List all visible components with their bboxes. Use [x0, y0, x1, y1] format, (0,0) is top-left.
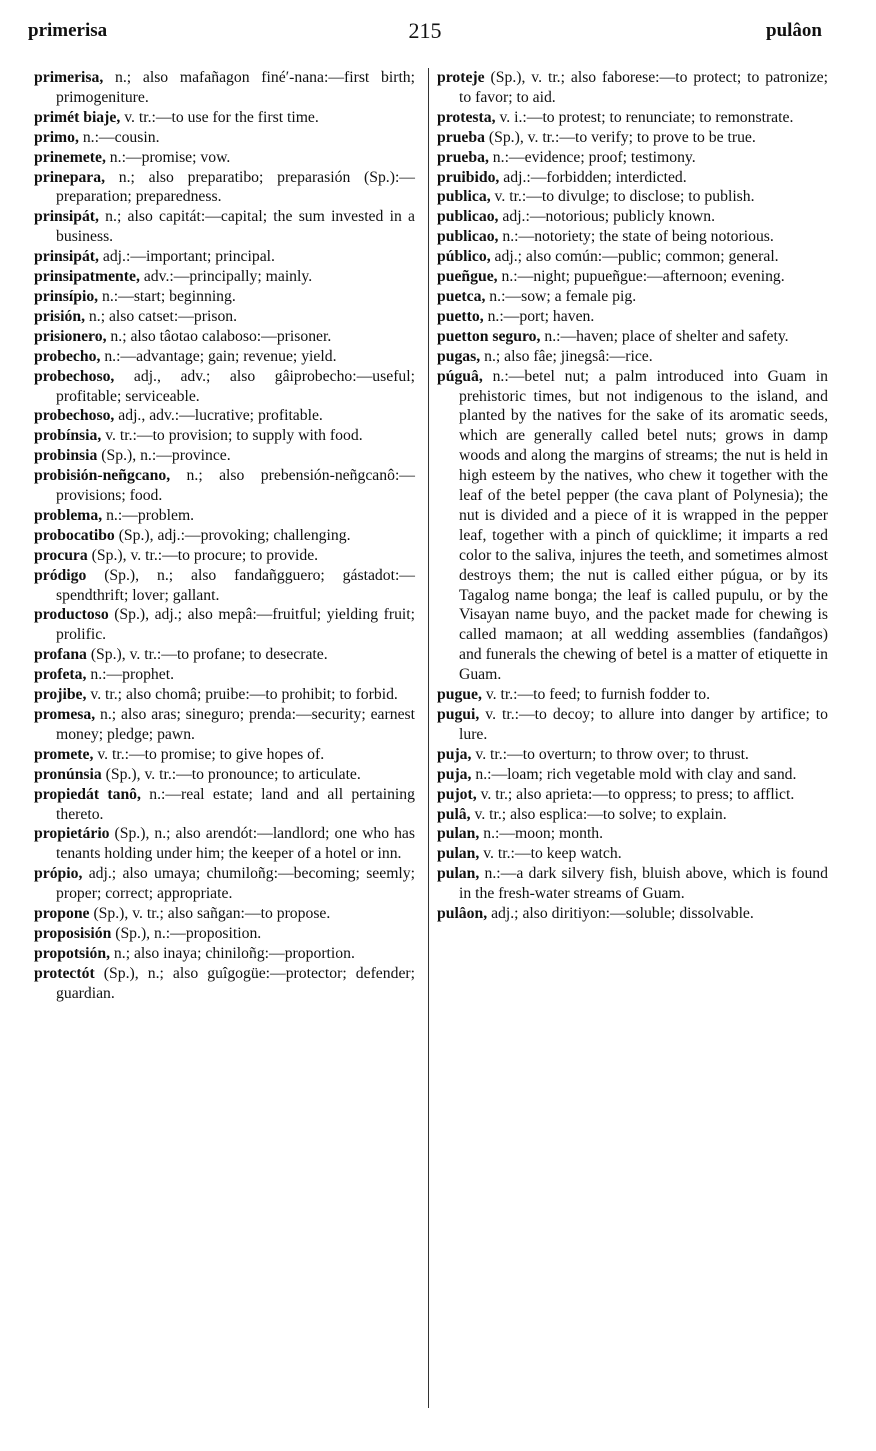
entry-definition: n.; also prebensión-neñgcanô:—provisions; food. [56, 467, 415, 505]
entry-headword: procura [34, 546, 88, 564]
entry-headword: publicao, [437, 208, 499, 226]
entry-definition: n.; also mafañagon finé′-nana:—first birth; primogeniture. [56, 69, 415, 106]
entry-headword: promete, [34, 745, 94, 763]
dictionary-entry [34, 406, 415, 426]
entry-headword: pulan, [437, 865, 480, 883]
right-guide-word: pulâon [766, 20, 822, 41]
entry-definition: n.:—promise; vow. [105, 148, 231, 166]
entry-headword: proteje [437, 69, 485, 86]
dictionary-entry [34, 168, 415, 208]
entry-headword: puetto, [437, 307, 484, 325]
entry-definition: n.; also tâotao calaboso:—prisoner. [106, 327, 332, 345]
entry-definition: n.:—advantage; gain; revenue; yield. [100, 347, 337, 365]
entry-headword: primét biaje, [34, 108, 121, 126]
entry-definition: v. tr.:—to feed; to furnish fodder to. [481, 686, 711, 704]
entry-definition: (Sp.), adj.:—provoking; challenging. [114, 526, 351, 544]
entry-definition: adj.; also diritiyon:—soluble; dissolvable. [487, 905, 754, 923]
entry-headword: probinsia [34, 447, 98, 465]
dictionary-entry [34, 466, 415, 506]
dictionary-entry [437, 904, 828, 924]
entry-headword: puetca, [437, 287, 486, 305]
entry-headword: prinsipatmente, [34, 268, 140, 286]
dictionary-entry [34, 785, 415, 825]
entry-headword: propiedát tanô, [34, 785, 141, 803]
dictionary-entry [437, 327, 828, 347]
entry-definition: (Sp.), v. tr.:—to pronounce; to articulate. [101, 765, 361, 783]
entry-definition: (Sp.), v. tr.; also sañgan:—to propose. [89, 905, 331, 923]
dictionary-entry [34, 566, 415, 606]
entry-definition: adj.:—notorious; publicly known. [498, 208, 716, 226]
entry-headword: pujot, [437, 785, 477, 803]
entry-definition: v. tr.:—to keep watch. [479, 845, 622, 863]
right-column [437, 68, 828, 924]
entry-definition: (Sp.), v. tr.:—to profane; to desecrate. [86, 646, 328, 664]
entry-headword: productoso [34, 606, 109, 624]
entry-definition: n.:—sow; a female pig. [485, 287, 637, 305]
dictionary-entry [437, 685, 828, 705]
entry-definition: (Sp.), n.; also guîgogüe:—protector; defender; guardian. [56, 964, 415, 1002]
dictionary-entry [437, 824, 828, 844]
page-number: 215 [408, 18, 442, 43]
dictionary-entry [34, 207, 415, 247]
entry-headword: prinemete, [34, 148, 106, 166]
dictionary-entry [437, 864, 828, 904]
entry-definition: v. i.:—to protest; to renunciate; to remonstrate. [495, 108, 794, 126]
entry-definition: n.; also aras; sineguro; prenda:—security; earnest money; pledge; pawn. [56, 706, 415, 743]
entry-headword: protesta, [437, 108, 496, 126]
entry-headword: pródigo [34, 566, 87, 584]
entry-headword: publica, [437, 188, 491, 206]
entry-headword: público, [437, 248, 491, 266]
entry-headword: probechoso, [34, 407, 115, 425]
dictionary-entry [34, 287, 415, 307]
entry-definition: n.; also fâe; jinegsâ:—rice. [480, 347, 653, 365]
entry-definition: adj.:—forbidden; interdicted. [499, 168, 687, 186]
dictionary-entry [34, 765, 415, 785]
entry-definition: n.; also inaya; chiniloñg:—proportion. [110, 944, 355, 962]
entry-headword: probínsia, [34, 427, 102, 445]
entry-definition: v. tr.; also chomâ; pruibe:—to prohibit; to forbid. [86, 686, 398, 704]
entry-definition: adv.:—principally; mainly. [139, 268, 313, 286]
entry-definition: n.:—problem. [102, 506, 195, 524]
entry-definition: n.:—loam; rich vegetable mold with clay and sand. [471, 765, 797, 783]
entry-definition: n.:—prophet. [86, 666, 175, 684]
entry-definition: v. tr.:—to promise; to give hopes of. [93, 745, 325, 763]
entry-headword: primerisa, [34, 69, 104, 86]
entry-definition: n.; also preparatibo; preparasión (Sp.):—preparation; preparedness. [56, 168, 415, 206]
dictionary-entry [437, 844, 828, 864]
dictionary-entry [34, 506, 415, 526]
entry-headword: puja, [437, 745, 472, 763]
entry-definition: v. tr.; also esplica:—to solve; to explain. [470, 805, 727, 823]
dictionary-entry [34, 685, 415, 705]
entry-headword: publicao, [437, 228, 499, 246]
dictionary-entry [437, 347, 828, 367]
entry-headword: prinsipát, [34, 248, 99, 266]
dictionary-entry [437, 227, 828, 247]
entry-definition: n.:—betel nut; a palm introduced into Guam in prehistoric times, but not indigenous to the island, and planted by the natives for the sake of its aromatic seeds, which are generally called betel nuts; grows in damp woods and along the margins of streams; the nut is held in high esteem by the natives, who chew it together with the leaf of the betel pepper (the cava plant of Polynesia); the nut is divided and a piece of it is wrapped in the pepper leaf, together with a pinch of quicklime; it imparts a red color to the saliva, injures the teeth, and sometimes almost destroys them; the nut is called either púgua, or by its Tagalog name bonga; the leaf is called pupulu, or by the Visayan name buyo, and the packet made for chewing is called mamaon; at all wedding assemblies (fandañgos) and funerals the chewing of betel is a matter of etiquette in Guam. [459, 367, 828, 684]
dictionary-entry [34, 247, 415, 267]
entry-headword: primo, [34, 128, 79, 146]
running-header [28, 20, 822, 48]
entry-headword: própio, [34, 865, 83, 883]
entry-definition: (Sp.), n.; also arendót:—landlord; one who has tenants holding under him; the keeper of a hotel or inn. [56, 825, 415, 863]
entry-definition: n.:—start; beginning. [98, 287, 236, 305]
dictionary-entry [34, 526, 415, 546]
entry-headword: profeta, [34, 666, 87, 684]
entry-headword: pugui, [437, 706, 480, 723]
entry-definition: v. tr.:—to decoy; to allure into danger by artifice; to lure. [459, 706, 828, 743]
entry-definition: n.:—haven; place of shelter and safety. [540, 327, 789, 345]
entry-definition: n.; also catset:—prison. [85, 307, 238, 325]
dictionary-entry [34, 924, 415, 944]
entry-definition: (Sp.), adj.; also mepâ:—fruitful; yielding fruit; prolific. [56, 606, 415, 644]
dictionary-entry [34, 605, 415, 645]
entry-definition: n.:—real estate; land and all pertaining thereto. [56, 785, 415, 823]
dictionary-entry [34, 645, 415, 665]
dictionary-entry [437, 108, 828, 128]
entry-definition: n.:—moon; month. [479, 825, 604, 843]
entry-definition: adj.; also umaya; chumiloñg:—becoming; seemly; proper; correct; appropriate. [56, 865, 415, 903]
dictionary-entry [437, 367, 828, 686]
entry-headword: pulâon, [437, 905, 488, 923]
entry-definition: (Sp.), n.:—province. [97, 447, 231, 465]
dictionary-entry [34, 327, 415, 347]
entry-definition: v. tr.:—to provision; to supply with food. [101, 427, 363, 445]
entry-definition: n.:—night; pupueñgue:—afternoon; evening. [497, 268, 785, 286]
dictionary-entry [34, 964, 415, 1004]
entry-headword: profana [34, 646, 87, 664]
dictionary-entry [437, 207, 828, 227]
dictionary-entry [437, 745, 828, 765]
left-guide-word: primerisa [28, 20, 108, 41]
dictionary-entry [34, 128, 415, 148]
entry-headword: prinsípio, [34, 287, 99, 305]
entry-headword: prisión, [34, 307, 85, 325]
entry-headword: pulan, [437, 825, 480, 843]
entry-headword: proposisión [34, 924, 112, 942]
entry-definition: n.:—notoriety; the state of being notorious. [498, 228, 774, 246]
entry-headword: promesa, [34, 706, 96, 723]
dictionary-entry [437, 805, 828, 825]
dictionary-entry [34, 546, 415, 566]
entry-headword: probechoso, [34, 367, 115, 385]
entry-headword: pronúnsia [34, 765, 102, 783]
left-column [34, 68, 415, 1004]
entry-headword: pueñgue, [437, 268, 498, 286]
dictionary-entry [34, 68, 415, 108]
dictionary-entry [437, 267, 828, 287]
entry-definition: n.:—port; haven. [483, 307, 595, 325]
entry-headword: púguâ, [437, 367, 483, 385]
entry-headword: pulan, [437, 845, 480, 863]
dictionary-entry [34, 864, 415, 904]
entry-headword: propone [34, 905, 90, 923]
entry-definition: n.; also capitát:—capital; the sum invested in a business. [56, 208, 415, 246]
dictionary-entry [34, 148, 415, 168]
dictionary-entry [34, 347, 415, 367]
entry-headword: pugue, [437, 686, 482, 704]
dictionary-entry [34, 904, 415, 924]
dictionary-entry [34, 426, 415, 446]
entry-definition: adj.:—important; principal. [98, 248, 275, 266]
dictionary-entry [34, 665, 415, 685]
entry-headword: propietário [34, 825, 110, 843]
dictionary-entry [437, 168, 828, 188]
entry-headword: puetton seguro, [437, 327, 541, 345]
entry-headword: probisión-neñgcano, [34, 467, 171, 485]
entry-headword: pruibido, [437, 168, 500, 186]
dictionary-entry [437, 765, 828, 785]
dictionary-entry [34, 705, 415, 745]
dictionary-entry [34, 446, 415, 466]
entry-definition: n.:—cousin. [78, 128, 160, 146]
entry-definition: adj., adv.:—lucrative; profitable. [114, 407, 323, 425]
dictionary-entry [34, 824, 415, 864]
entry-definition: v. tr.:—to overturn; to throw over; to thrust. [471, 745, 749, 763]
entry-headword: puja, [437, 765, 472, 783]
dictionary-entry [437, 68, 828, 108]
entry-definition: (Sp.), n.:—proposition. [111, 924, 262, 942]
dictionary-entry [34, 108, 415, 128]
dictionary-entry [34, 745, 415, 765]
entry-definition: adj.; also común:—public; common; general. [490, 248, 779, 266]
dictionary-entry [34, 307, 415, 327]
entry-headword: prueba, [437, 148, 489, 166]
entry-headword: propotsión, [34, 944, 110, 962]
entry-definition: v. tr.:—to divulge; to disclose; to publish. [490, 188, 755, 206]
entry-headword: projibe, [34, 686, 87, 704]
column-divider [428, 68, 429, 1408]
dictionary-entry [437, 148, 828, 168]
dictionary-entry [437, 187, 828, 207]
entry-headword: prinsipát, [34, 208, 99, 226]
entry-definition: (Sp.), v. tr.:—to procure; to provide. [87, 546, 319, 564]
dictionary-entry [34, 267, 415, 287]
entry-definition: n.:—a dark silvery fish, bluish above, which is found in the fresh-water streams of Guam. [459, 865, 828, 903]
entry-headword: pugas, [437, 347, 481, 365]
entry-headword: probocatibo [34, 526, 115, 544]
entry-headword: probecho, [34, 347, 101, 365]
dictionary-entry [437, 307, 828, 327]
entry-definition: (Sp.), n.; also fandañgguero; gástadot:—spendthrift; lover; gallant. [56, 566, 415, 604]
dictionary-entry [437, 785, 828, 805]
entry-headword: protectót [34, 964, 95, 982]
entry-headword: prisionero, [34, 327, 107, 345]
entry-definition: v. tr.; also aprieta:—to oppress; to press; to afflict. [476, 785, 795, 803]
dictionary-entry [437, 128, 828, 148]
entry-headword: pulâ, [437, 805, 471, 823]
dictionary-entry [437, 287, 828, 307]
entry-definition: (Sp.), v. tr.:—to verify; to prove to be true. [484, 128, 756, 146]
dictionary-entry [34, 944, 415, 964]
dictionary-entry [34, 367, 415, 407]
entry-definition: v. tr.:—to use for the first time. [120, 108, 319, 126]
entry-definition: (Sp.), v. tr.; also faborese:—to protect; to patronize; to favor; to aid. [459, 69, 828, 106]
dictionary-entry [437, 705, 828, 745]
entry-headword: prinepara, [34, 168, 106, 186]
entry-definition: adj., adv.; also gâiprobecho:—useful; profitable; serviceable. [56, 367, 415, 405]
dictionary-entry [437, 247, 828, 267]
entry-definition: n.:—evidence; proof; testimony. [488, 148, 696, 166]
entry-headword: problema, [34, 506, 103, 524]
entry-headword: prueba [437, 128, 485, 146]
